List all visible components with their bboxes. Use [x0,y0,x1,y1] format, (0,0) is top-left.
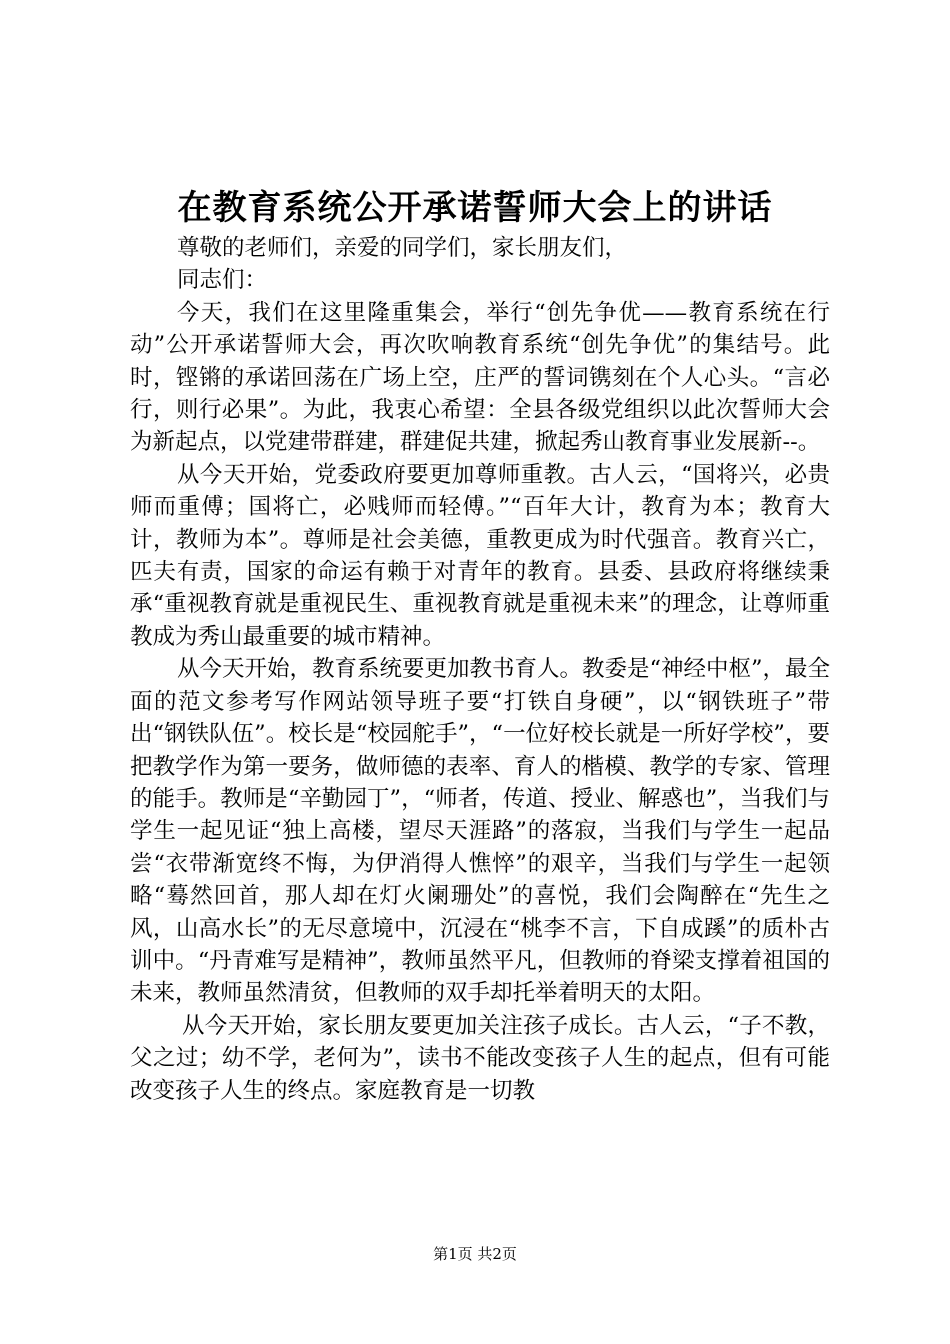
body-paragraph: 今天，我们在这里隆重集会，举行“创先争优——教育系统在行动”公开承诺誓师大会，再次吹响教育系统“创先争优”的集结号。此时，铿锵的承诺回荡在广场上空，庄严的誓词镌刻在个人心头。“言必行，则行必果”。为此，我衷心希望：全县各级党组织以此次誓师大会为新起点，以党建带群建，群建促共建，掀起秀山教育事业发展新--。 [130,299,830,456]
document-body [130,232,830,1107]
page-footer: 第1页 共2页 [433,1245,517,1263]
greeting-line: 尊敬的老师们，亲爱的同学们，家长朋友们， [177,235,628,261]
body-paragraph: 从今天开始，家长朋友要更加关注孩子成长。古人云，“子不教，父之过；幼不学，老何为”，读书不能改变孩子人生的起点，但有可能改变孩子人生的终点。家庭教育是一切教 [130,1012,830,1104]
body-paragraph: 从今天开始，教育系统要更加教书育人。教委是“神经中枢”，最全面的范文参考写作网站领导班子要“打铁自身硬”，以“钢铁班子”带出“钢铁队伍”。校长是“校园舵手”，“一位好校长就是一所好学校”，要把教学作为第一要务，做师德的表率、育人的楷模、教学的专家、管理的能手。教师是“辛勤园丁”，“师者，传道、授业、解惑也”，当我们与学生一起见证“独上高楼，望尽天涯路”的落寂，当我们与学生一起品尝“衣带渐宽终不悔，为伊消得人憔悴”的艰辛，当我们与学生一起领略“蓦然回首，那人却在灯火阑珊处”的喜悦，我们会陶醉在“先生之风，山高水长”的无尽意境中，沉浸在“桃李不言，下自成蹊”的质朴古训中。“丹青难写是精神”，教师虽然平凡，但教师的脊梁支撑着祖国的未来，教师虽然清贫，但教师的双手却托举着明天的太阳。 [130,656,831,1007]
document-title: 在教育系统公开承诺誓师大会上的讲话 [177,188,773,228]
body-paragraph: 从今天开始，党委政府要更加尊师重教。古人云，“国将兴，必贵师而重傅；国将亡，必贱师而轻傅。”“百年大计，教育为本；教育大计，教师为本”。尊师是社会美德，重教更成为时代强音。教育兴亡，匹夫有责，国家的命运有赖于对青年的教育。县委、县政府将继续秉承“重视教育就是重视民生、重视教育就是重视未来”的理念，让尊师重教成为秀山最重要的城市精神。 [130,461,830,650]
greeting-line: 同志们： [177,267,268,294]
